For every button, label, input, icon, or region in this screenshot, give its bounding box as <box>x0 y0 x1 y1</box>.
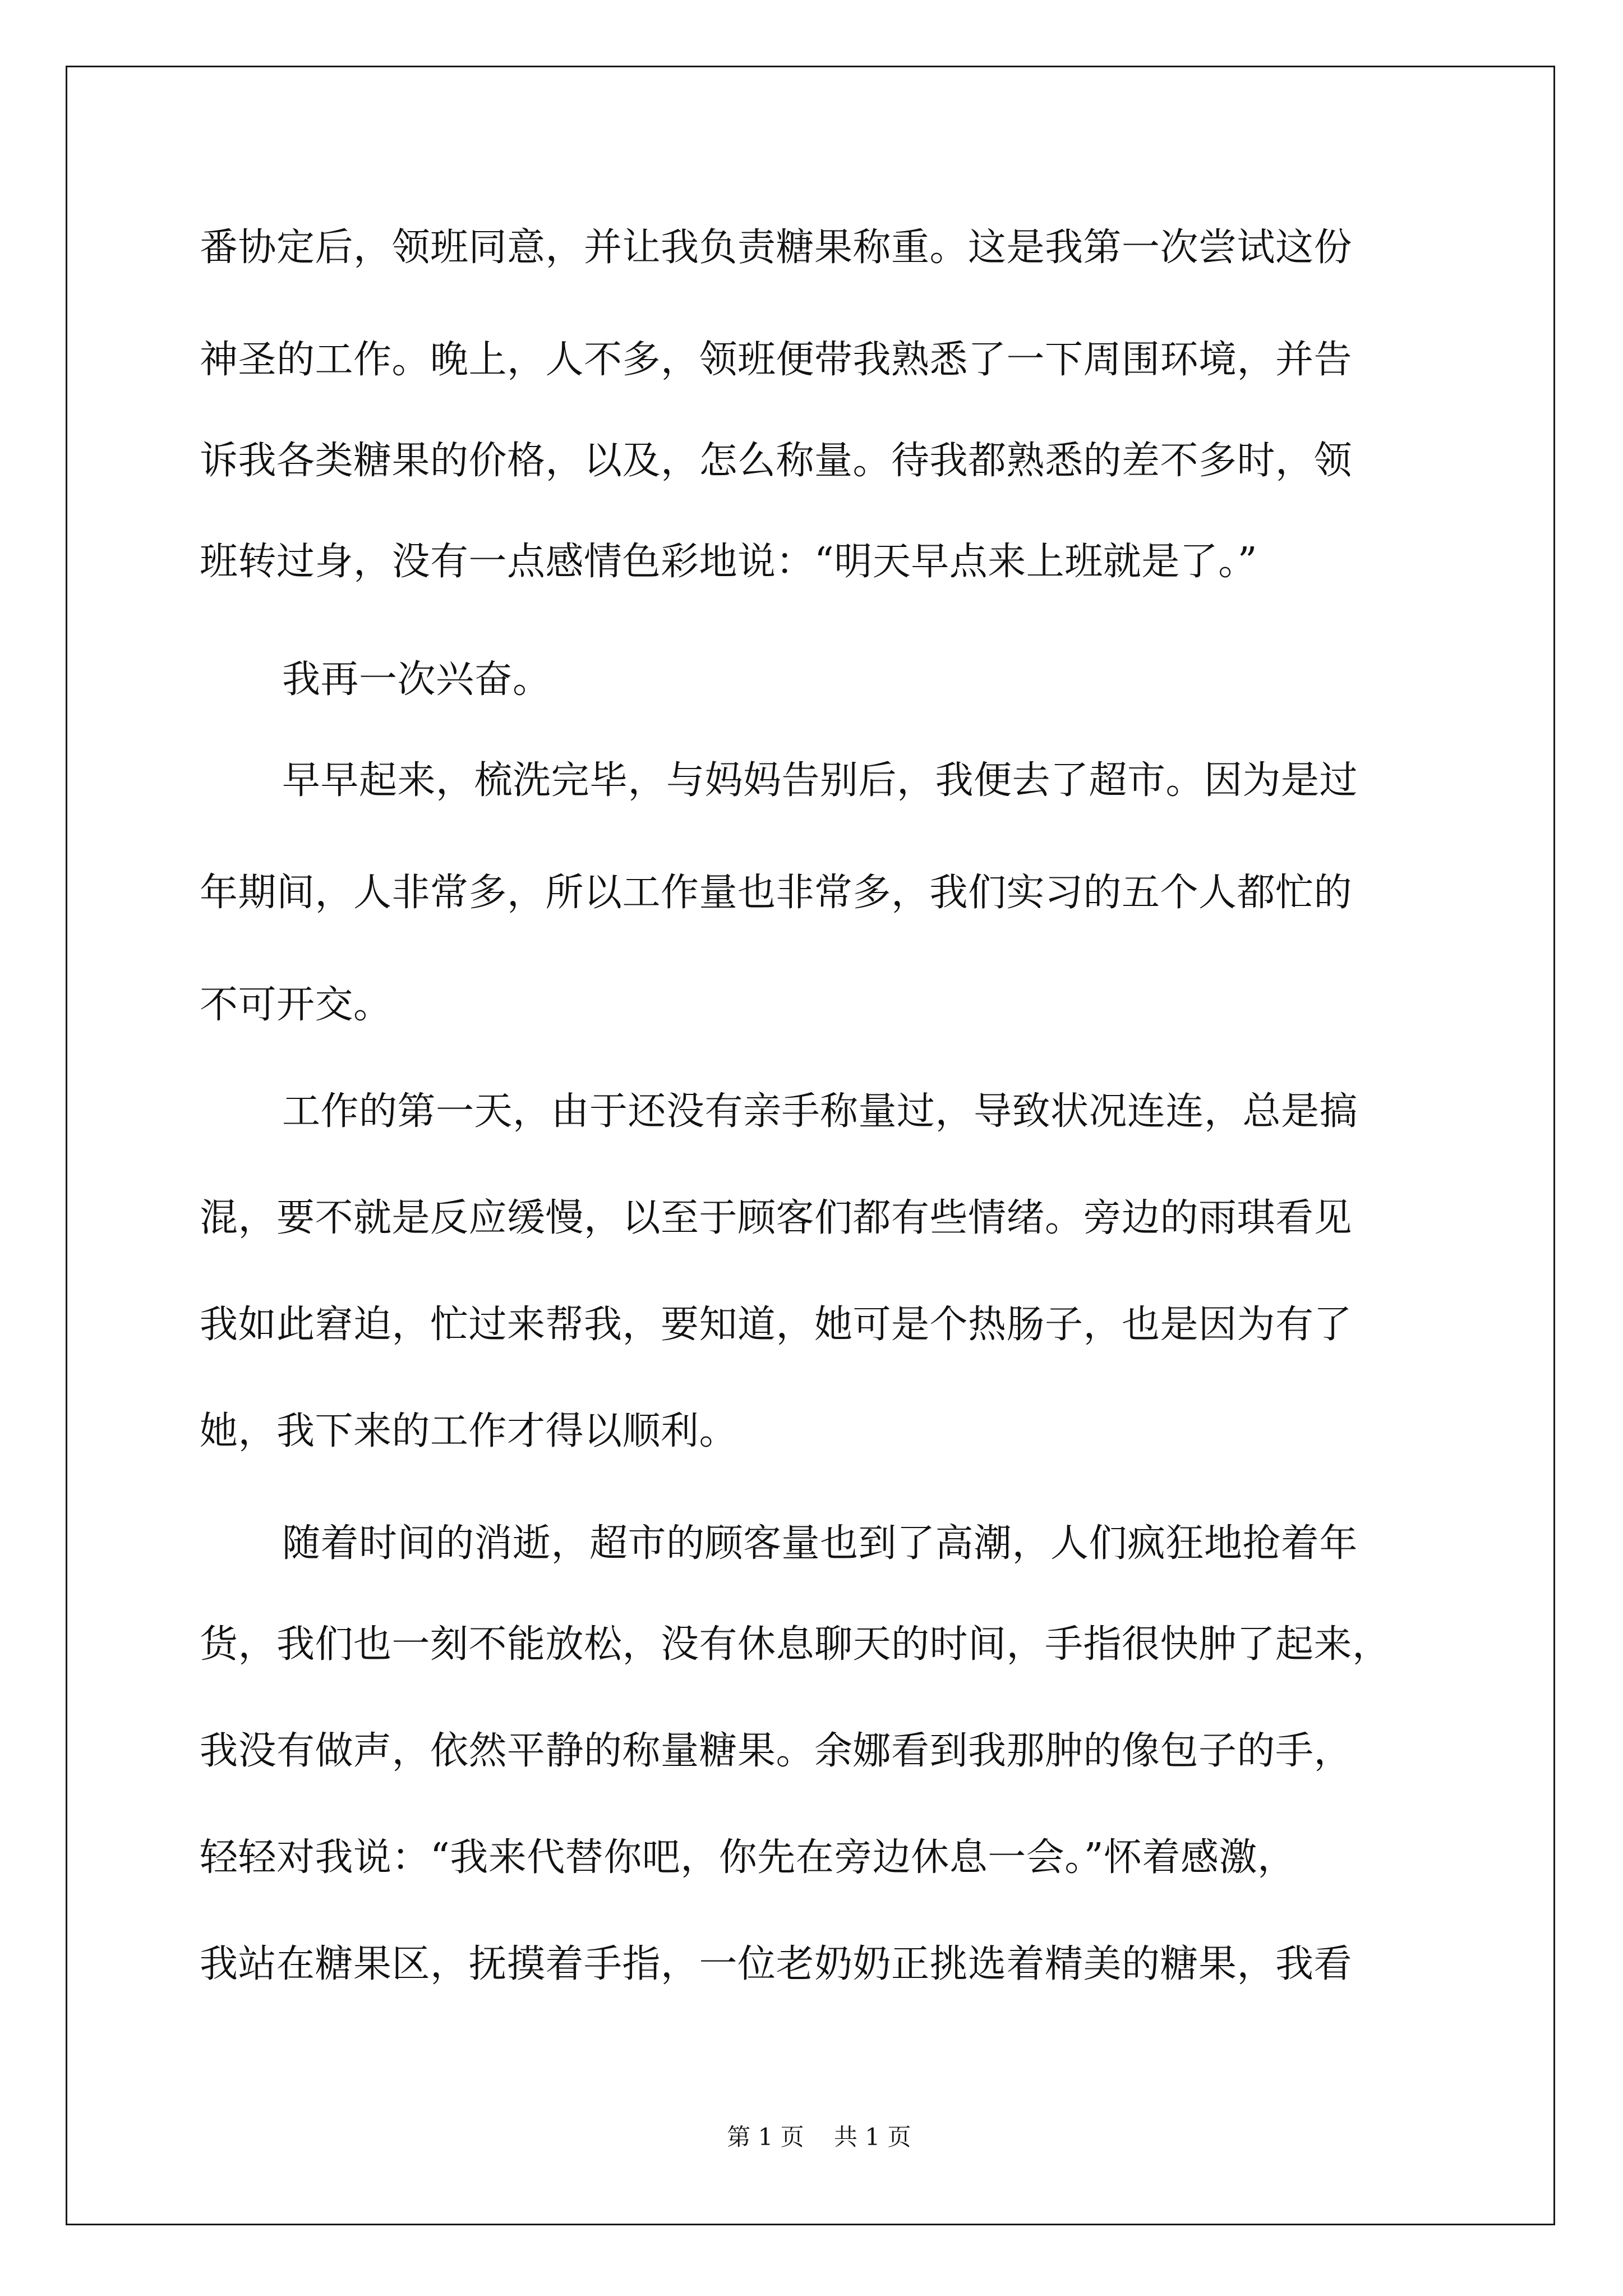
text-line: 番协定后，领班同意，并让我负责糖果称重。这是我第一次尝试这份 <box>200 226 1353 270</box>
text-line: 神圣的工作。晚上，人不多，领班便带我熟悉了一下周围环境，并告 <box>200 338 1353 382</box>
page-border <box>66 66 1555 2225</box>
page-number-label: 第 1 页 共 1 页 <box>727 2123 911 2151</box>
text-line: 轻轻对我说：“我来代替你吧，你先在旁边休息一会。”怀着感激， <box>200 1835 1296 1880</box>
text-line: 年期间，人非常多，所以工作量也非常多，我们实习的五个人都忙的 <box>200 871 1353 915</box>
text-line: 货，我们也一刻不能放松，没有休息聊天的时间，手指很快肿了起来， <box>200 1622 1391 1667</box>
text-line: 早早起来，梳洗完毕，与妈妈告别后，我便去了超市。因为是过 <box>282 758 1358 803</box>
text-line: 班转过身，没有一点感情色彩地说：“明天早点来上班就是了。” <box>200 540 1258 584</box>
text-line: 我没有做声，依然平静的称量糖果。余娜看到我那肿的像包子的手， <box>200 1729 1353 1773</box>
text-line: 我站在糖果区，抚摸着手指，一位老奶奶正挑选着精美的糖果，我看 <box>200 1942 1353 1986</box>
text-line: 我再一次兴奋。 <box>282 657 551 702</box>
text-line: 混，要不就是反应缓慢，以至于顾客们都有些情绪。旁边的雨琪看见 <box>200 1196 1353 1240</box>
text-line: 我如此窘迫，忙过来帮我，要知道，她可是个热肠子，也是因为有了 <box>200 1303 1353 1347</box>
text-line: 诉我各类糖果的价格，以及，怎么称量。待我都熟悉的差不多时，领 <box>200 439 1353 483</box>
text-line: 随着时间的消逝，超市的顾客量也到了高潮，人们疯狂地抢着年 <box>282 1521 1358 1566</box>
page-footer <box>0 2091 1623 2152</box>
text-line: 工作的第一天，由于还没有亲手称量过，导致状况连连，总是搞 <box>282 1089 1358 1134</box>
text-line: 她，我下来的工作才得以顺利。 <box>200 1409 738 1453</box>
text-line: 不可开交。 <box>200 983 392 1027</box>
